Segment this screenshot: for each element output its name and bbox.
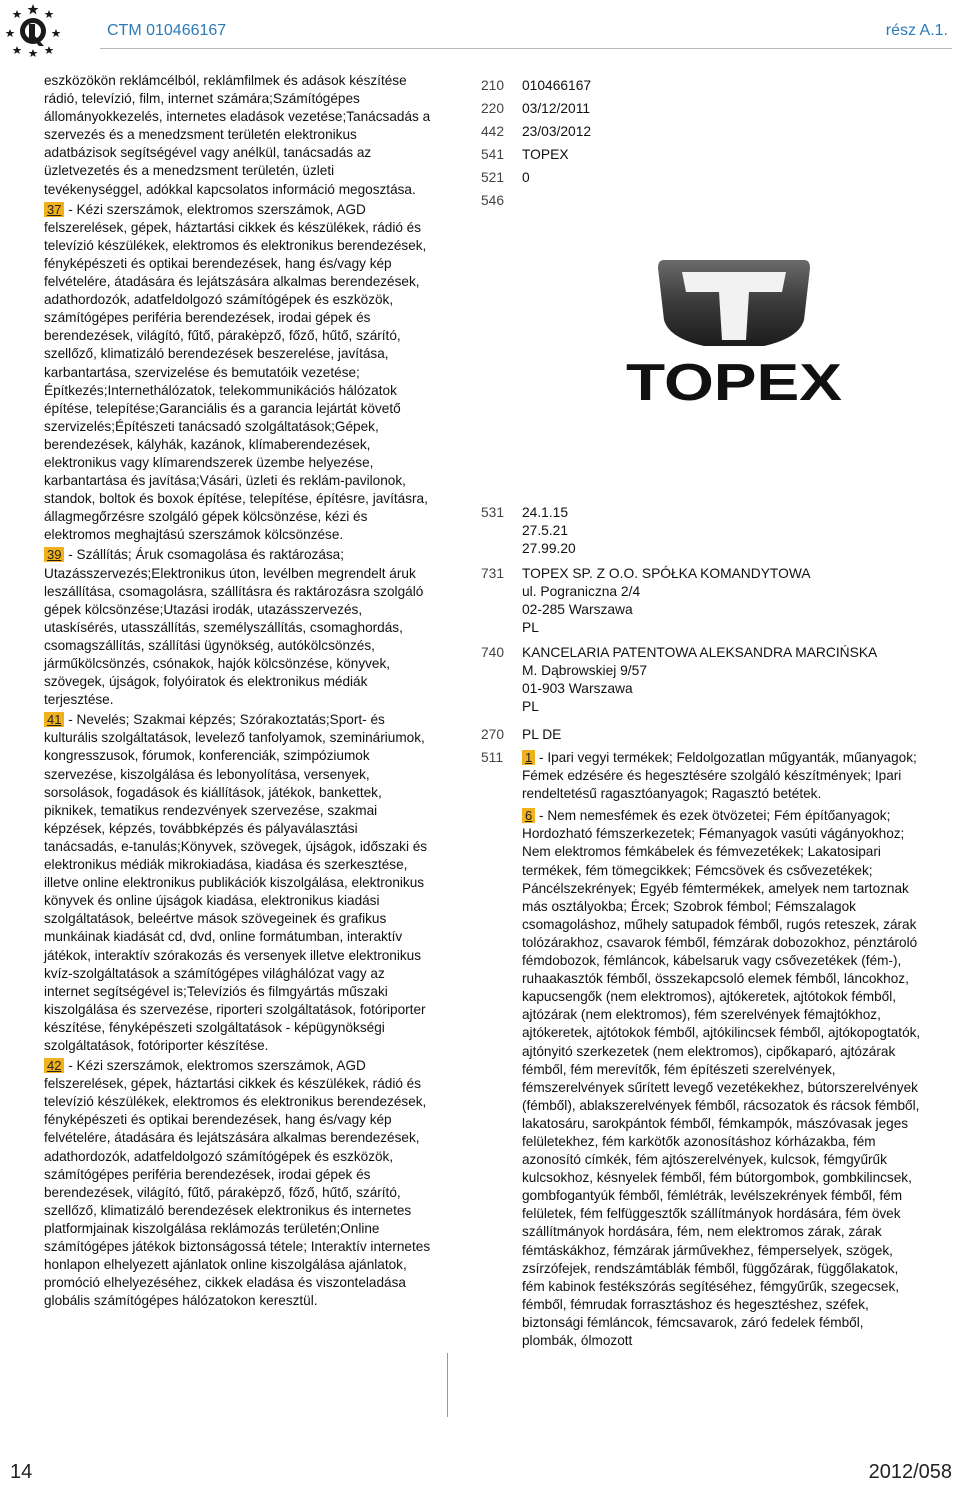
field-511 [481,749,921,1354]
field-value [522,504,921,558]
column-divider [447,1353,448,1417]
header-rule [100,48,952,49]
page-number: 14 [10,1461,33,1483]
vienna-code: 27.99.20 [522,541,576,556]
applicant-name: TOPEX SP. Z O.O. SPÓŁKA KOMANDYTOWA [522,566,811,581]
representative-address: M. Dąbrowskiej 9/57 [522,663,647,678]
class-description: - Kézi szerszámok, elektromos szerszámok, AGD felszerelések, gépek, háztartási cikkek és készülékek, rádió és televízió készülékek, elektromos és elektronikus berendezések, fényképészeti és optikai berendezések, hang és/vagy kép felvételére, átadására és lejátszására alkalmas berendezések, adathordozók, adatfeldolgozó számítógépek és eszközök, számítógépes periféria berendezések, irodai gépek és berendezések, világító, fűtő, párakėpző, főző, hűtő, szárító, szellőző, klimatizáló berendezések elektronikus és internetes platformjainak kiszolgálása reklámozás területén;Online számítógépes játékok biztonságossá tétele; Interaktív internetes honlapon elhelyezett ajánlatok online kiszolgálása ajánlatok, promóció elhelyezéséhez, cikkek eladása és viszonteladása globális számítógépes hálózatokon keresztül. [44,1058,431,1309]
representative-name: KANCELARIA PATENTOWA ALEKSANDRA MARCIŃSKA [522,645,878,660]
class-number-badge: 39 [44,547,64,562]
representative-city: 01-903 Warszawa [522,681,633,696]
field-code: 511 [481,750,503,765]
class-number-badge: 6 [522,808,535,823]
class-description: - Kézi szerszámok, elektromos szerszámok, AGD felszerelések, gépek, háztartási cikkek és készülékek, rádió és televízió készülékek, elektromos és elektronikus berendezések, fényképészeti és optikai berendezések, hang és/vagy kép felvételére, átadására és lejátszására alkalmas berendezések, adathordozók, adatfeldolgozó számítógépek és eszközök, számítógépes periféria berendezések, irodai gépek és berendezések, világító, fűtő, párakėpző, főző, hűtő, szárító, szellőző, klimatizáló berendezések beszerelése, javítása, karbantartása, szervizelése és bemutatóik vezetése; Építkezés;Internethálózatok, telekommunikációs hálózatok építése, telepítése;Garanciális és a garancia lejártát követő szervizelés;Építészeti tanácsadó szolgáltatások;Gépek, berendezések, kályhák, kazánok, klímaberendezések, elektronikus vagy klímarendszerek üzembe helyezése, karbantartása és javítása;Vásári, üzleti és reklám-pavilonok, standok, boltok és boxok építése, telepítése, építésre, javításra, állagmegőrzésre szolgáló gépek kölcsönzése, kézi és elektromos meghajtású szerszámok kölcsönzése. [44,201,428,543]
class-number-badge: 42 [44,1058,64,1073]
class-6-paragraph [522,807,921,1350]
field-value: PL DE [522,727,562,742]
class-number-badge: 41 [44,712,64,727]
header-ctm-code: CTM 010466167 [107,22,227,39]
field-210 [481,74,921,97]
field-code: 531 [481,505,505,520]
class-39-paragraph [44,546,432,709]
representative-country: PL [522,699,539,714]
vienna-code: 24.1.15 [522,505,569,520]
class-number-badge: 37 [44,202,64,217]
ohim-logo-icon [4,2,62,60]
field-541 [481,143,921,166]
field-value: 010466167 [522,78,592,93]
issue-number: 2012/058 [868,1461,952,1483]
field-code: 740 [481,645,505,660]
field-value: 0 [522,170,530,185]
class-description: - Szállítás; Áruk csomagolása és raktározása; Utazásszervezés;Elektronikus úton, levélben megrendelt áruk leszállítása, csomagolásra, szállításra és raktározásra szolgáló gépek kölcsönzése;Utazási irodák, utazásszervezés, utaskísérés, utasszállítás, személyszállítás, csomaghordás, csomagszállítás, szállítási ügynökség, autókölcsönzés, járműkölcsönzés, csónakok, hajók kölcsönzése, könyvek, szövegek, újságok, folyóiratok és elektronikus médiák terjesztése. [44,547,424,708]
field-value [522,644,921,716]
page-header [0,0,960,56]
applicant-city: 02-285 Warszawa [522,602,633,617]
intro-paragraph: eszközökön reklámcélból, reklámfilmek és adások készítése rádió, televízió, film, internet számára;Számítógépes állományokkezelés, internetes eladások vezetése;Tanácsadás a szervezés és a menedzsment területén elektronikus adatbázisok segítségével vagy anélkül, tanácsadás az üzletvezetés és a menedzsment területén, üzleti tevékenységgel, adókkal kapcsolatos információ megosztása. [44,73,431,197]
field-740 [481,644,921,716]
field-code: 210 [481,78,505,93]
class-number-badge: 1 [522,750,535,765]
field-code: 731 [481,566,505,581]
class-description: - Ipari vegyi termékek; Feldolgozatlan műgyanták, műanyagok; Fémek edzésére és hegesztésére szolgáló készítmények; Ipari rendeltetésű ragasztóanyagok; Ragasztó betétek. [522,750,917,802]
field-value: 23/03/2012 [522,124,592,139]
class-description: - Nem nemesfémek és ezek ötvözetei; Fém építőanyagok; Hordozható fémszerkezetek; Fémanyagok vasúti vágányokhoz; Nem elektromos fémkábelek és fémvezetékek; Lakatosipari termékek, fém tömegcikkek; Fémcsövek és csővezetékek; Páncélszekrények; Egyéb fémtermékek, amelyek nem tartoznak más osztályokba; Ércek; Szobrok fémbol; Fémszalagok csomagoláshoz, műhely satupadok fémből, rugós reteszek, zárak tolózárakhoz, csavarok fémből, fémzárak dobozokhoz, pénztároló fémdobozok, fémláncok, kábelsaruk vagy csővezetékek (fém-), ruhaakasztók fémből, összekapcsoló elemek fémből, láncokhoz, kapucsengők (nem elektromos), ajtókeretek, ajtótokok fémből, ajtózárak (nem elektromos), fém szerelvények fémajtókhoz, ajtókeretek, ajtótokok fémből, ajtókilincsek fémből, ajtókopogtatók, ajtónyitó szerkezetek (nem elektromos), cipőkaparó, ajtózárak fémből, fém merevítők, fém építészeti szerelvények, fémszerelvények sűrített levegő vezetékekhez, bútorszerelvények (fémből), ablakszerelvények fémből, rácsozatok és rácsok fémből, lakatosáru, sarokpántok fémből, fémkampók, mászóvasak jeges felületekhez, fém karkötők azonosításhoz kórházakba, fém azonosító címkék, fém ajtószerelvények, kulcsok, fémgyűrűk kulcsokhoz, késnyelek fémből, fém bútorgombok, gombkilincsek, gombfogantyúk fémből, fémlétrák, levélszekrények fémből, fém felületek, fém felfüggesztők szállítmányok hordására, fém övek szállítmányok hordására, fém, nem elektromos zárak, zárak fémtáskákhoz, fémzárak járművekhez, fémperselyek, szögek, zsírzófejek, rendszámtáblák fémből, függőzárak, függőlakatok, fém kabinok festékszórás segítéséhez, fémgyűrűk, szegecsek, fémből, fémrudak forrasztáshoz és hegesztéshez, széfek, biztonsági fémláncok, fémcsavarok, záró fedelek fémből, plombák, ólmozott [522,808,921,1348]
header-part-label: rész A.1. [885,22,948,39]
topex-logo-wordmark: TOPEX [626,354,843,404]
class-41-paragraph [44,711,432,1055]
field-value: 03/12/2011 [522,101,591,116]
class-37-paragraph [44,201,432,545]
field-value [522,565,921,637]
class-42-paragraph [44,1057,432,1310]
field-270 [481,723,921,746]
field-731 [481,565,921,637]
field-546 [481,189,921,212]
field-531 [481,504,921,558]
applicant-country: PL [522,620,539,635]
field-220 [481,97,921,120]
left-column [44,72,432,1312]
applicant-address: ul. Pograniczna 2/4 [522,584,641,599]
topex-trademark-logo [624,258,844,404]
field-code: 521 [481,170,505,185]
field-code: 220 [481,101,505,116]
field-value: TOPEX [522,147,569,162]
field-521 [481,166,921,189]
vienna-code: 27.5.21 [522,523,569,538]
field-code: 270 [481,727,505,742]
class-1-paragraph [522,749,921,803]
field-code: 541 [481,147,505,162]
field-code: 546 [481,193,505,208]
field-442 [481,120,921,143]
field-value [522,749,921,1354]
field-code: 442 [481,124,505,139]
class-description: - Nevelés; Szakmai képzés; Szórakoztatás;Sport- és kulturális szolgáltatások, levelező tanfolyamok, szemináriumok, kongresszusok, fórumok, konferenciák, szimpóziumok szervezése, kiszolgálása és lebonyolítása, versenyek, sorsolások, fogadások és kiállítások, játékok, bankettek, piknikek, tematikus rendezvények szervezése, szakmai képzések, képzés, továbbképzés és pályaválasztási tanácsadás, e-tanulás;Könyvek, szövegek, újságok, időszaki és elektronikus médiák mikrokiadása, kiadása és szerkesztése, illetve online elektronikus publikációk kiszolgálása, elektronikus könyvek és online újságok kiadása, elektronikus kiadási szolgáltatások, beleértve mások szövegeinek és grafikus munkáinak kiadását cd, dvd, online formátumban, interaktív játékok, interaktív szórakozás és versenyek illetve elektronikus kvíz-szolgáltatások a számítógépes világhálózat vagy az internet segítségével is;Televíziós és filmgyártás műszaki kiszolgálása és szervezése, riporteri szolgáltatások, fotóriporter készítése, fényképészeti szolgáltatások - képügynökségi szolgáltatások, fotóriporter készítése. [44,712,428,1053]
